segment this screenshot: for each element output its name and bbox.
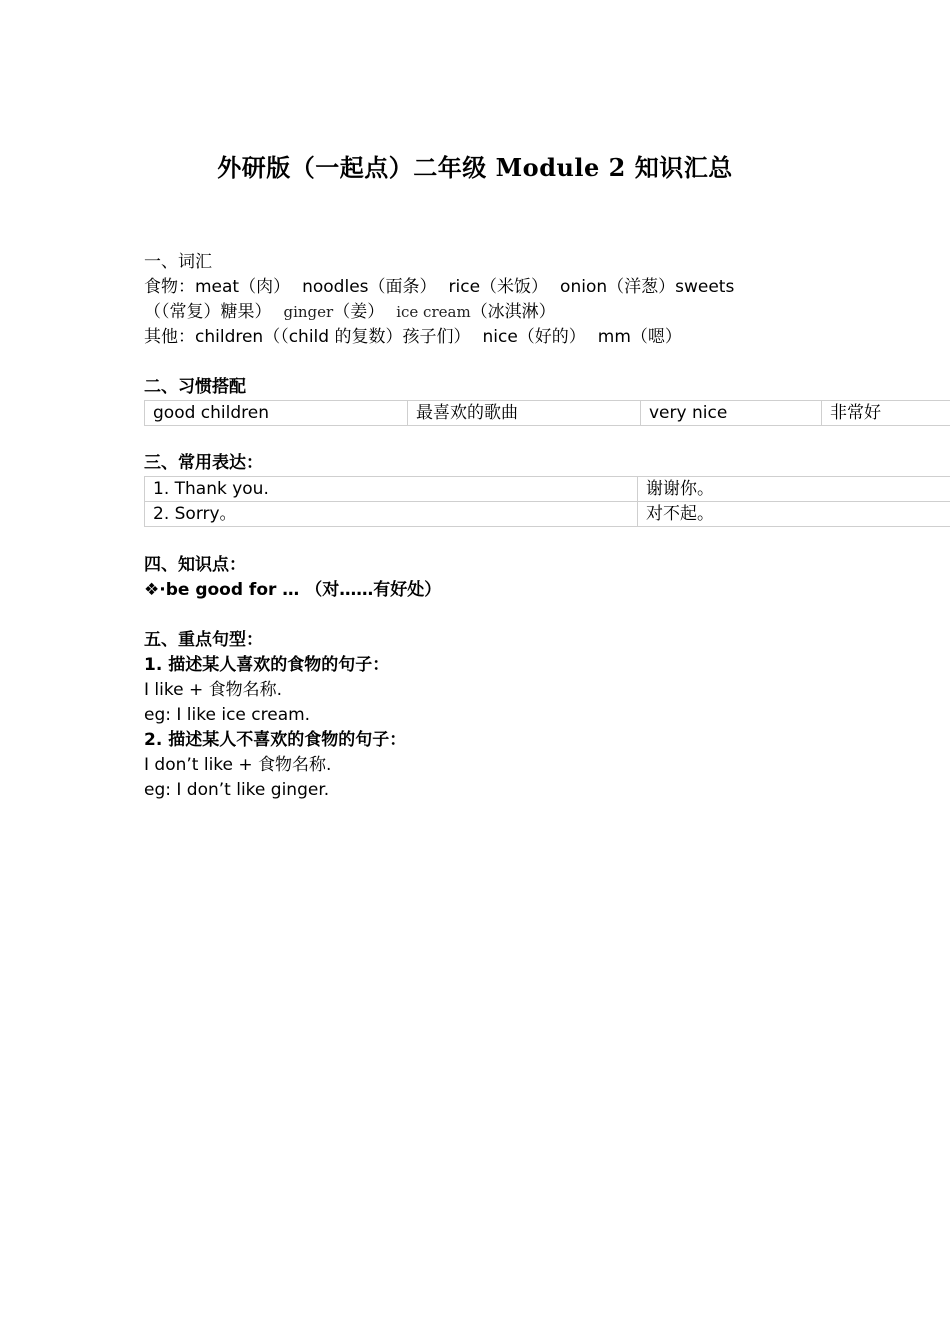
food-item: ice cream bbox=[396, 303, 471, 321]
table-row bbox=[145, 477, 950, 502]
knowledge-point: ❖·be good for … （对……有好处） bbox=[144, 580, 442, 600]
pattern-2-text: I don’t like + 食物名称. bbox=[144, 755, 332, 775]
collocation-table bbox=[144, 400, 950, 426]
food-item: noodles（面条） bbox=[302, 277, 437, 297]
food-item: ginger bbox=[283, 303, 334, 321]
expressions-heading: 三、常用表达： bbox=[144, 453, 263, 473]
expressions-table bbox=[144, 476, 950, 527]
food-item: rice（米饭） bbox=[448, 277, 549, 297]
vocab-other-line bbox=[144, 325, 950, 350]
table-cell: 非常好 bbox=[822, 401, 950, 426]
table-row bbox=[145, 502, 950, 527]
other-item: children（（child 的复数）孩子们） bbox=[195, 327, 471, 347]
document-title: 外研版（一起点）二年级 Module 2 知识汇总 bbox=[217, 153, 733, 182]
table-cell: good children bbox=[145, 401, 408, 426]
vocab-food-line bbox=[144, 275, 950, 300]
other-item: mm（嗯） bbox=[597, 327, 682, 347]
food-item: meat（肉） bbox=[195, 277, 291, 297]
other-item: nice（好的） bbox=[482, 327, 586, 347]
pattern-2-title: 2. 描述某人不喜欢的食物的句子： bbox=[144, 730, 407, 750]
document-body bbox=[144, 250, 950, 803]
other-label: 其他： bbox=[144, 327, 195, 347]
food-item: onion（洋葱）sweets bbox=[560, 277, 735, 297]
vocab-food-line-2 bbox=[144, 300, 950, 325]
vocab-heading: 一、词汇 bbox=[144, 252, 212, 272]
table-cell: very nice bbox=[641, 401, 822, 426]
pattern-2-example: eg: I don’t like ginger. bbox=[144, 780, 330, 800]
table-cell: 谢谢你。 bbox=[638, 477, 950, 502]
patterns-heading: 五、重点句型： bbox=[144, 630, 263, 650]
collocation-heading: 二、习惯搭配 bbox=[144, 377, 246, 397]
food-item: （冰淇淋） bbox=[470, 302, 556, 322]
knowledge-heading: 四、知识点： bbox=[144, 555, 246, 575]
table-cell: 对不起。 bbox=[638, 502, 950, 527]
table-cell: 最喜欢的歌曲 bbox=[408, 401, 641, 426]
table-cell: 2. Sorry。 bbox=[145, 502, 638, 527]
table-row bbox=[145, 401, 950, 426]
pattern-1-example: eg: I like ice cream. bbox=[144, 705, 311, 725]
table-cell: 1. Thank you. bbox=[145, 477, 638, 502]
food-label: 食物： bbox=[144, 277, 195, 297]
pattern-1-title: 1. 描述某人喜欢的食物的句子： bbox=[144, 655, 390, 675]
food-item: （姜） bbox=[333, 302, 385, 322]
food-item: （（常复）糖果） bbox=[144, 302, 272, 322]
pattern-1-text: I like + 食物名称. bbox=[144, 680, 283, 700]
